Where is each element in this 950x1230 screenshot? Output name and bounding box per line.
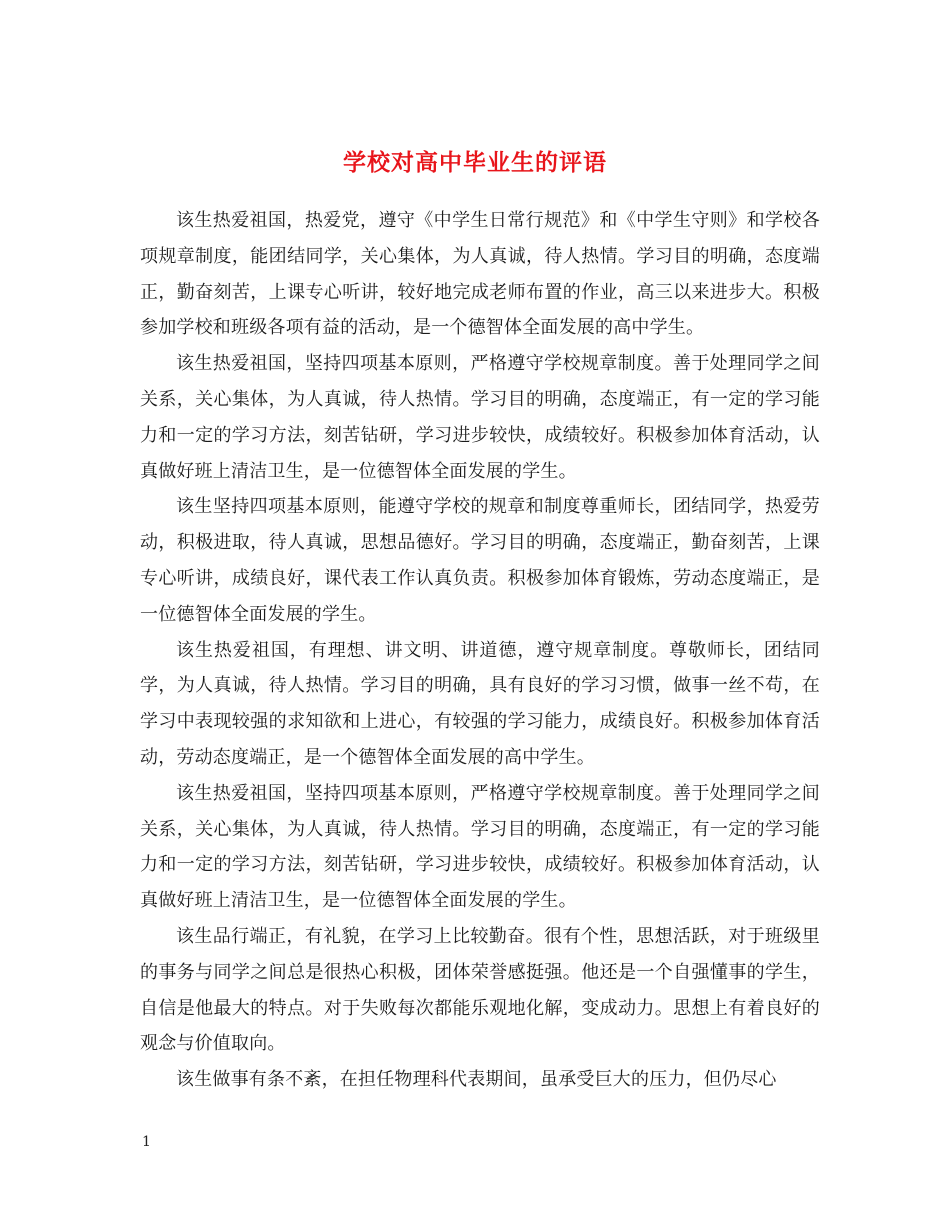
paragraph-3: 该生坚持四项基本原则，能遵守学校的规章和制度尊重师长，团结同学，热爱劳动，积极进取，待人真诚，思想品德好。学习目的明确，态度端正，勤奋刻苦，上课专心听讲，成绩良好，课代表工作认真负责。积极参加体育锻炼，劳动态度端正，是一位德智体全面发展的学生。: [140, 496, 820, 625]
paragraph-7: 该生做事有条不紊，在担任物理科代表期间，虽承受巨大的压力，但仍尽心: [176, 1069, 777, 1091]
paragraph-4: 该生热爱祖国，有理想、讲文明、讲道德，遵守规章制度。尊敬师长，团结同学，为人真诚，待人热情。学习目的明确，具有良好的学习习惯，做事一丝不苟，在学习中表现较强的求知欲和上进心，有较强的学习能力，成绩良好。积极参加体育活动，劳动态度端正，是一个德智体全面发展的高中学生。: [140, 639, 820, 768]
paragraph-5: 该生热爱祖国，坚持四项基本原则，严格遵守学校规章制度。善于处理同学之间关系，关心集体，为人真诚，待人热情。学习目的明确，态度端正，有一定的学习能力和一定的学习方法，刻苦钻研，学习进步较快，成绩较好。积极参加体育活动，认真做好班上清洁卫生，是一位德智体全面发展的学生。: [140, 782, 820, 912]
paragraph-1: 该生热爱祖国，热爱党，遵守《中学生日常行规范》和《中学生守则》和学校各项规章制度，能团结同学，关心集体，为人真诚，待人热情。学习目的明确，态度端正，勤奋刻苦，上课专心听讲，较好地完成老师布置的作业，高三以来进步大。积极参加学校和班级各项有益的活动，是一个德智体全面发展的高中学生。: [140, 210, 820, 339]
paragraph-6: 该生品行端正，有礼貌，在学习上比较勤奋。很有个性，思想活跃，对于班级里的事务与同学之间总是很热心积极，团体荣誉感挺强。他还是一个自强懂事的学生，自信是他最大的特点。对于失败每次都能乐观地化解，变成动力。思想上有着良好的观念与价值取向。: [140, 925, 820, 1055]
document-body: [140, 203, 820, 1098]
page-number: 1: [142, 1134, 151, 1150]
paragraph-2: 该生热爱祖国，坚持四项基本原则，严格遵守学校规章制度。善于处理同学之间关系，关心集体，为人真诚，待人热情。学习目的明确，态度端正，有一定的学习能力和一定的学习方法，刻苦钻研，学习进步较快，成绩较好。积极参加体育活动，认真做好班上清洁卫生，是一位德智体全面发展的学生。: [140, 353, 820, 482]
document-title: 学校对高中毕业生的评语: [343, 149, 607, 177]
